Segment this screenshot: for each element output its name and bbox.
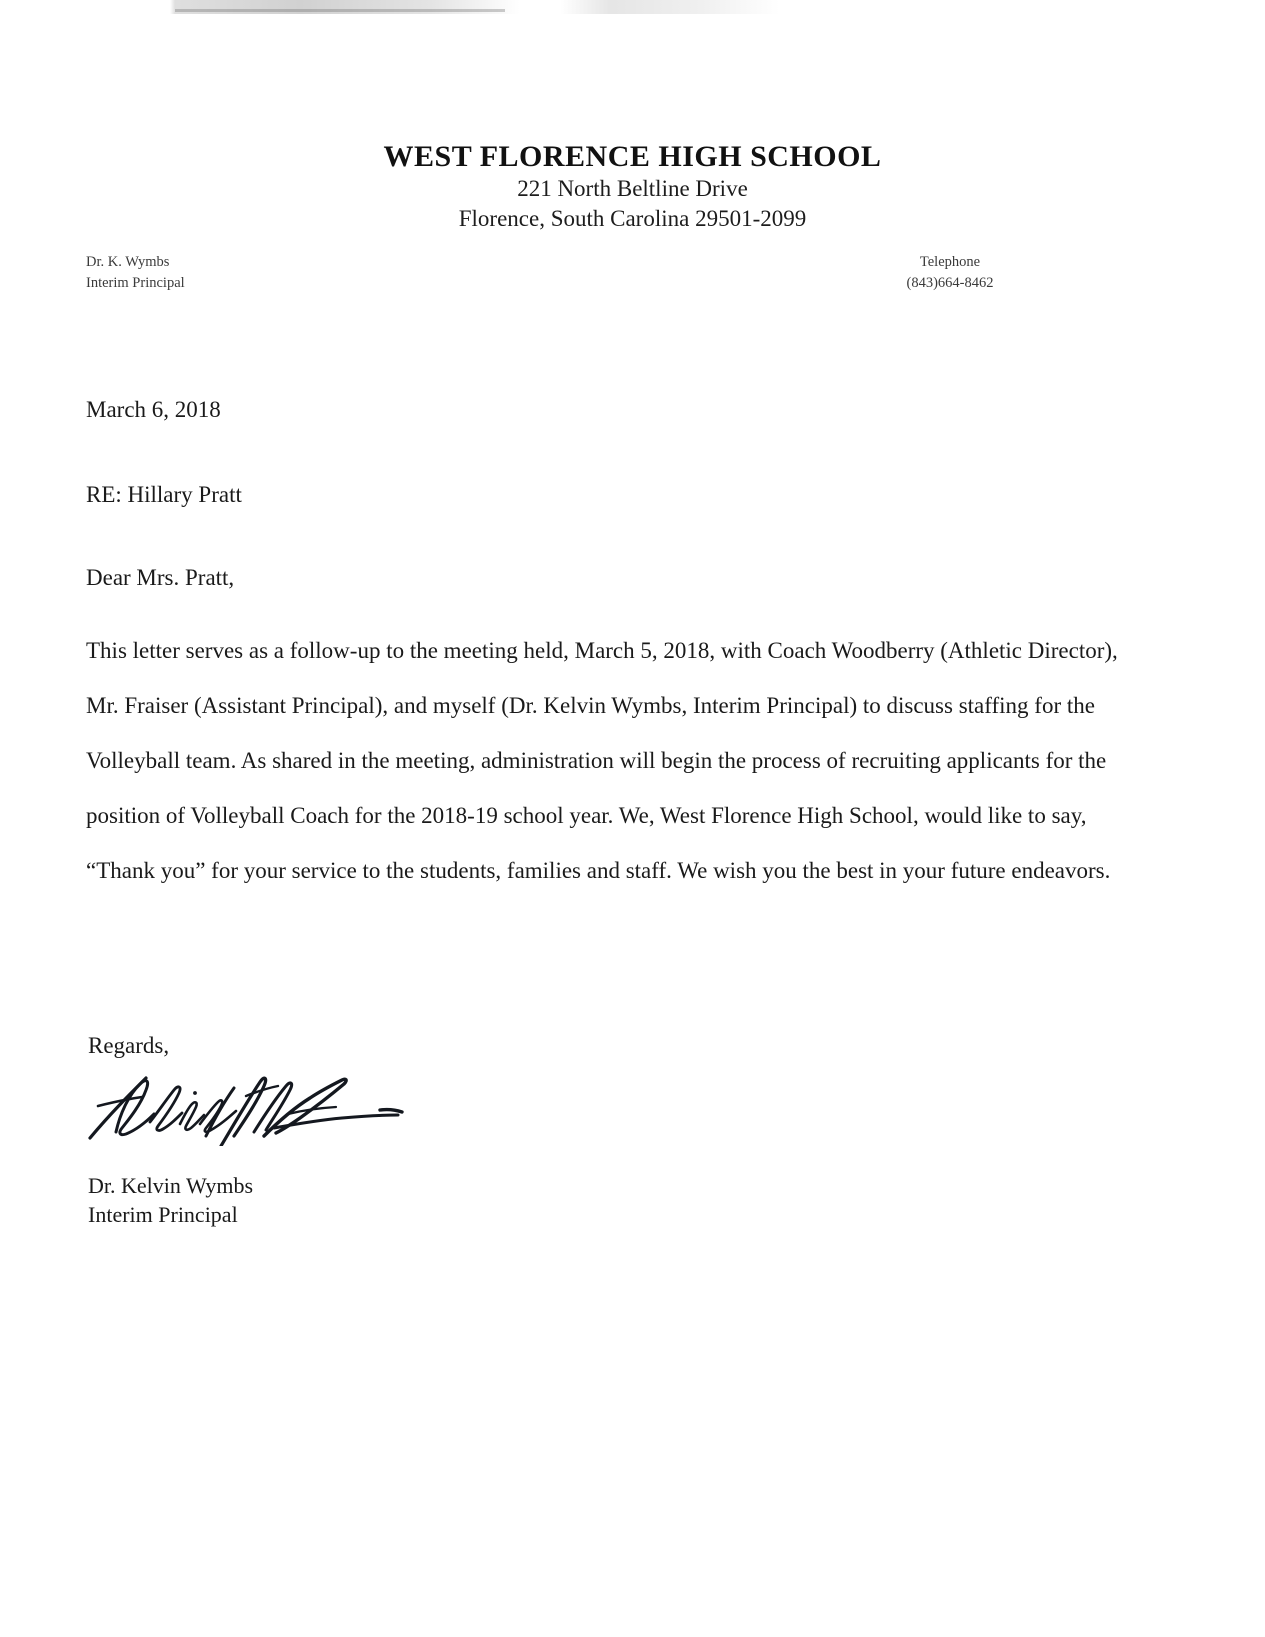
subject-line: RE: Hillary Pratt — [86, 481, 242, 507]
principal-name: Dr. K. Wymbs — [86, 254, 170, 270]
principal-contact-block — [86, 252, 185, 293]
school-name: WEST FLORENCE HIGH SCHOOL — [383, 140, 882, 173]
telephone-contact-block — [845, 252, 1055, 293]
signer-title: Interim Principal — [88, 1202, 238, 1228]
signature-image — [88, 1066, 418, 1146]
letter-date: March 6, 2018 — [86, 397, 221, 422]
salutation: Dear Mrs. Pratt, — [86, 565, 235, 591]
contact-row — [0, 252, 1265, 302]
body-paragraph: This letter serves as a follow-up to the meeting held, March 5, 2018, with Coach Woodberry (Athletic Director), Mr. Fraiser (Assistant Principal), and myself (Dr. Kelvin Wymbs, Interim Principal) to discuss staffing for the Volleyball team. As shared in the meeting, administration will begin the process of recruiting applicants for the position of Volleyball Coach for the 2018-19 school year. We, West Florence High School, would like to say, “Thank you” for your service to the students, families and staff. We wish you the best in your future endeavors. — [86, 637, 1118, 883]
closing-salutation: Regards, — [88, 1033, 170, 1058]
street-address: 221 North Beltline Drive — [517, 175, 748, 201]
letterhead — [0, 140, 1265, 234]
closing-block — [88, 1032, 688, 1230]
signer-name: Dr. Kelvin Wymbs — [88, 1172, 254, 1198]
letter-body — [86, 396, 1141, 898]
principal-title: Interim Principal — [86, 274, 185, 291]
telephone-number: (843)664-8462 — [906, 274, 994, 291]
city-state-zip: Florence, South Carolina 29501-2099 — [458, 205, 807, 231]
signer-block — [88, 1171, 688, 1230]
scan-artifact-top-streak — [175, 9, 505, 12]
telephone-label: Telephone — [919, 254, 981, 270]
